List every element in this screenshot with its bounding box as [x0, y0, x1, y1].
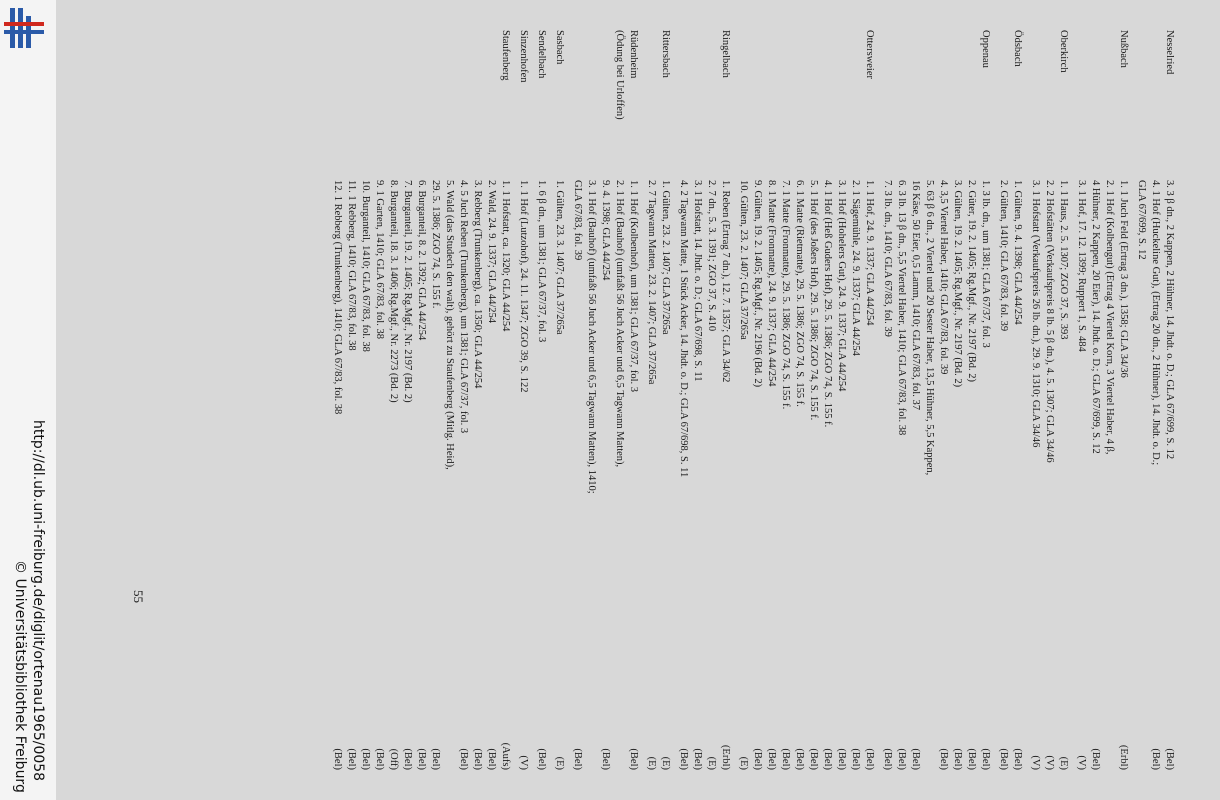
entry-text: 2. 7 Tagwann Matten, 23. 2. 1407; GLA 37/265a: [646, 180, 657, 385]
table-row: [908, 30, 922, 770]
table-row: [764, 30, 778, 770]
entry-type: (Bel): [472, 748, 483, 770]
table-row: [386, 30, 400, 770]
entry-type: (Bel): [628, 748, 639, 770]
entry-text: 12. 1 Rebberg (Trunkenberg), 1410; GLA 67/83, fol. 38: [332, 180, 343, 415]
table-row: [806, 30, 820, 770]
entry-text: 4. 5 Juch Reben (Trunkenberg), um 1381; GLA 67/37, fol. 3: [458, 180, 469, 434]
table-row: [470, 30, 484, 770]
entry-type: (Bel): [966, 748, 977, 770]
entry-type: (Bel): [836, 748, 847, 770]
copyright-text: © Universitätsbibliothek Freiburg: [12, 560, 28, 793]
entry-type: (E): [554, 756, 565, 770]
entry-text: 1. Gülten, 9. 4. 1398; GLA 44/254: [1012, 180, 1023, 325]
table-row: [676, 30, 690, 770]
place-name: Sinzenhofen: [518, 30, 529, 83]
scanned-page: [56, 0, 1220, 800]
table-row: [1010, 30, 1024, 770]
entry-text: 9. 1 Garten, 1410; GLA 67/83, fol. 38: [374, 180, 385, 339]
table-row: [792, 30, 806, 770]
table-row: [372, 30, 386, 770]
entry-type: (V): [1030, 755, 1041, 770]
table-row: [570, 30, 584, 770]
entry-type: (Bel): [998, 748, 1009, 770]
place-name: Oppenau: [980, 30, 991, 68]
entry-text: 11. 1 Rebberg, 1410; GLA 67/83, fol. 38: [346, 180, 357, 351]
table-row: [1056, 30, 1070, 770]
entry-type: (Bel): [416, 748, 427, 770]
entry-text: 3. 1 Hof, 17. 12. 1399; Ruppert 1, S. 484: [1076, 180, 1087, 352]
place-name: Nesselried: [1164, 30, 1175, 75]
entry-text: 3. 1 Hof (Bauhof) (umfaßt 56 Juch Acker und 6,5 Tagwann Matten), 1410;: [586, 180, 597, 494]
table-row: [484, 30, 498, 770]
place-name: Sasbach: [554, 30, 565, 65]
entry-text: 6. 3 lb. 13 β dn., 5,5 Viertel Haber, 1410; GLA 67/83, fol. 38: [896, 180, 907, 436]
entry-type: (Bel): [430, 748, 441, 770]
entry-type: (Bel): [794, 748, 805, 770]
entry-text: GLA 67/699, S. 12: [1136, 180, 1147, 260]
entry-text: 6. Burganteil, 8. 2. 1392; GLA 44/254: [416, 180, 427, 341]
entry-text: 7. Burganteil, 19. 2. 1405; Rg.Mgf., Nr. 2197 (Bd. 2): [402, 180, 413, 403]
place-name: Rüdenheim: [628, 30, 639, 79]
entry-text: 1. 1 Hof (Lutzohof), 24. 11. 1347; ZGO 39, S. 122: [518, 180, 529, 393]
entry-text: 10. Gülten, 23. 2. 1407; GLA 37/265a: [738, 180, 749, 340]
entry-text: 1. 1 Juch Feld (Ertrag 3 dn.), 1358; GLA 34/36: [1118, 180, 1129, 378]
page-number: 55: [131, 590, 146, 603]
entry-text: 4 Hühner, 2 Kappen, 20 Eier), 14. Jhdt. o. D.; GLA 67/699, S. 12: [1090, 180, 1101, 454]
entry-type: (Bel): [374, 748, 385, 770]
entry-type: (Bel): [536, 748, 547, 770]
table-row: [996, 30, 1010, 770]
entry-type: (Bel): [458, 748, 469, 770]
table-row: [626, 30, 640, 770]
place-name: Oberkirch: [1058, 30, 1069, 73]
table-row: [820, 30, 834, 770]
place-name: Ödsbach: [1012, 30, 1023, 67]
entry-text: 4. 1 Hof (Heß Guders Hof), 29. 5. 1386; ZGO 74, S. 155 f.: [822, 180, 833, 428]
table-row: [498, 30, 512, 770]
entry-type: (V): [1044, 755, 1055, 770]
table-row: [442, 30, 456, 770]
entry-text: 1. Gülten, 23. 3. 1407; GLA 37/265a: [554, 180, 565, 335]
table-row: [750, 30, 764, 770]
entry-text: 2. Wald, 24. 9. 1337; GLA 44/254: [486, 180, 497, 324]
table-row: [778, 30, 792, 770]
place-name: Ringelbach: [720, 30, 731, 78]
table-row: [330, 30, 344, 770]
entry-text: 1. 1 Haus, 2. 5. 1307; ZGO 37, S. 393: [1058, 180, 1069, 340]
entry-type: (Bel): [678, 748, 689, 770]
entry-type: (Aufs): [500, 742, 511, 770]
entry-text: 3. 1 Hofstatt (Verkaufspreis 26 lb. dn.), 29. 9. 1310; GLA 34/46: [1030, 180, 1041, 448]
entry-type: (Bel): [360, 748, 371, 770]
entry-type: (Bel): [402, 748, 413, 770]
entry-type: (Bel): [766, 748, 777, 770]
entry-text: 9. Gülten, 19. 2. 1405; Rg.Mgf., Nr. 2196 (Bd. 2): [752, 180, 763, 388]
table-row: [358, 30, 372, 770]
entry-text: 4. 2 Tagwann Matte, 1 Stück Acker, 14. Jhdt. o. D.; GLA 67/698, S. 11: [678, 180, 689, 478]
table-row: [516, 30, 530, 770]
university-logo-icon: [2, 6, 46, 52]
entry-text: 4. 3,5 Viertel Haber, 1410; GLA 67/83, fol. 39: [938, 180, 949, 375]
entry-text: 7. 1 Matte (Fronmatte), 29. 5. 1386; ZGO 74, S. 155 f.: [780, 180, 791, 410]
entry-text: 8. 1 Matte (Fronmatte), 24. 9. 1337; GLA 44/254: [766, 180, 777, 387]
place-name: Nußbach: [1118, 30, 1129, 68]
entry-text: 1. Gülten, 23. 2. 1407; GLA 37/265a: [660, 180, 671, 335]
table-row: [1042, 30, 1056, 770]
table-row: [736, 30, 750, 770]
place-name: Sendelbach: [536, 30, 547, 79]
table-row: [1102, 30, 1116, 770]
entry-type: (Bel): [864, 748, 875, 770]
entry-text: 1. 6 β dn., um 1381; GLA 67/37, fol. 3: [536, 180, 547, 343]
entry-text: 16 Käse, 50 Eier, 0,5 Lamm, 1410; GLA 67/83, fol. 37: [910, 180, 921, 410]
entry-text: 8. Burganteil, 18. 3. 1406; Rg.Mgf., Nr. 2273 (Bd. 2): [388, 180, 399, 403]
table-row: [598, 30, 612, 770]
source-url[interactable]: http://dl.ub.uni-freiburg.de/diglit/ortenau1965/0058: [30, 420, 46, 782]
entry-type: (Erbl): [720, 744, 731, 770]
entry-type: (Bel): [1012, 748, 1023, 770]
table-row: [428, 30, 442, 770]
table-row: [1088, 30, 1102, 770]
entry-text: 2. 7 dn., 5. 3. 1391; ZGO 37, S. 410: [706, 180, 717, 332]
entry-type: (Bel): [1150, 748, 1161, 770]
entry-text: 1. 1 Hof (Kolbenhof), um 1381; GLA 67/37, fol. 3: [628, 180, 639, 393]
entry-text: 2. 1 Hof (Bauhof) (umfaßt 56 Juch Acker und 6,5 Tagwann Matten),: [614, 180, 625, 468]
entry-text: 2. Güter, 19. 2. 1405; Rg.Mgf., Nr. 2197 (Bd. 2): [966, 180, 977, 382]
entry-text: 1. Reben (Ertrag 7 dn.), 12. 7. 1357; GLA 34/62: [720, 180, 731, 383]
entry-text: 1. 3 lb. dn., um 1381; GLA 67/37, fol. 3: [980, 180, 991, 348]
table-row: [936, 30, 950, 770]
table-row: [456, 30, 470, 770]
entry-type: (Bel): [910, 748, 921, 770]
table-row: [644, 30, 658, 770]
table-row: [1134, 30, 1148, 770]
place-name: Rittersbach: [660, 30, 671, 78]
entry-type: (Bel): [808, 748, 819, 770]
entry-text: 3. 1 Hofstatt, 14. Jhdt. o. D.; GLA 67/698, S. 11: [692, 180, 703, 382]
entry-text: 2. Gülten, 1410; GLA 67/83, fol. 39: [998, 180, 1009, 332]
entry-text: 3. Rebberg (Trunkenberg), ca. 1350; GLA 44/254: [472, 180, 483, 389]
table-row: [880, 30, 894, 770]
table-row: [1162, 30, 1176, 770]
table-row: [862, 30, 876, 770]
entry-type: (Bel): [572, 748, 583, 770]
table-row: [400, 30, 414, 770]
entry-type: (Off): [388, 748, 399, 770]
entry-type: (Bel): [486, 748, 497, 770]
place-name: (Ödung bei Urloffen): [614, 30, 625, 120]
table-row: [658, 30, 672, 770]
entry-text: 9. 4. 1398; GLA 44/254: [600, 180, 611, 281]
table-row: [894, 30, 908, 770]
table-row: [552, 30, 566, 770]
table-row: [690, 30, 704, 770]
entry-type: (V): [1076, 755, 1087, 770]
table-row: [718, 30, 732, 770]
entry-type: (Bel): [938, 748, 949, 770]
table-row: [964, 30, 978, 770]
table-row: [978, 30, 992, 770]
entry-type: (Bel): [752, 748, 763, 770]
entry-text: 3. 3 β dn., 2 Kappen, 2 Hühner, 14. Jhdt. o. D.; GLA 67/699, S. 12: [1164, 180, 1175, 460]
table-row: [922, 30, 936, 770]
entry-type: (Bel): [780, 748, 791, 770]
entry-text: 2. 1 Hof (Kolbengut) (Ertrag 4 Viertel Korn, 3 Viertel Haber, 4 β,: [1104, 180, 1115, 455]
entry-type: (Bel): [1164, 748, 1175, 770]
entry-type: (Bel): [980, 748, 991, 770]
entry-text: GLA 67/83, fol. 39: [572, 180, 583, 261]
entry-type: (E): [706, 756, 717, 770]
table-row: [344, 30, 358, 770]
entry-type: (E): [646, 756, 657, 770]
entry-type: (E): [1058, 756, 1069, 770]
entry-text: 2. 1 Sägemühle, 24. 9. 1337; GLA 44/254: [850, 180, 861, 356]
entry-text: 3. Gülten, 19. 2. 1405; Rg.Mgf., Nr. 2197 (Bd. 2): [952, 180, 963, 388]
entry-type: (Bel): [1090, 748, 1101, 770]
entry-text: 1. 1 Hof, 24. 9. 1337; GLA 44/254: [864, 180, 875, 326]
entry-type: (Bel): [822, 748, 833, 770]
table-row: [704, 30, 718, 770]
table-row: [848, 30, 862, 770]
entry-type: (V): [518, 755, 529, 770]
entry-text: 7. 3 lb. dn., 1410; GLA 67/83, fol. 39: [882, 180, 893, 337]
entry-type: (E): [660, 756, 671, 770]
entry-type: (Bel): [896, 748, 907, 770]
entry-type: (Bel): [882, 748, 893, 770]
entry-type: (Bel): [600, 748, 611, 770]
table-row: [834, 30, 848, 770]
entry-type: (Bel): [850, 748, 861, 770]
table-row: [584, 30, 598, 770]
table-row: [612, 30, 626, 770]
entry-type: (Bel): [952, 748, 963, 770]
entry-text: 10. Burganteil, 1410; GLA 67/83, fol. 38: [360, 180, 371, 352]
table-row: [534, 30, 548, 770]
table-row: [950, 30, 964, 770]
sidebar-credits: [14, 420, 50, 800]
table-row: [414, 30, 428, 770]
sidebar: [0, 0, 56, 800]
place-name: Ottersweier: [864, 30, 875, 79]
entry-text: 5. 63 β 6 dn., 2 Viertel und 20 Sester Haber, 13,5 Hühner, 5,5 Kappen,: [924, 180, 935, 476]
entry-type: (Bel): [332, 748, 343, 770]
entry-type: (E): [738, 756, 749, 770]
entry-text: 5. 1 Hof (des Joßers Hof), 29. 5. 1386; ZGO 74, S. 155 f.: [808, 180, 819, 421]
entry-type: (Erbl): [1118, 744, 1129, 770]
table-row: [1028, 30, 1042, 770]
entry-text: 6. 1 Matte (Rietmatte), 29. 5. 1386; ZGO 74, S. 155 f.: [794, 180, 805, 407]
table-row: [1116, 30, 1130, 770]
table-row: [1074, 30, 1088, 770]
page-content: [86, 30, 1176, 770]
entry-text: 4. 1 Hof (Huckeline Gut), (Ertrag 20 dn., 2 Hühner), 14. Jhdt. o. D.;: [1150, 180, 1161, 466]
entry-text: 3. 1 Hof (Hohelers Gut), 24. 9. 1337; GLA 44/254: [836, 180, 847, 392]
entry-text: 29. 5. 1386; ZGO 74, S. 155 f.: [430, 180, 441, 309]
place-name: Staufenberg: [500, 30, 511, 81]
table-row: [1148, 30, 1162, 770]
entry-text: 2. 2 Hofstätten (Verkaufspreis 8 lb. 5 β dn.), 4. 5. 1307; GLA 34/46: [1044, 180, 1055, 463]
entry-type: (Bel): [346, 748, 357, 770]
entry-text: 5. Wald (das Studech den walt), gehört zu Staufenberg (Mitlg. Heid),: [444, 180, 455, 470]
entry-text: 1. 1 Hofstatt, ca. 1320; GLA 44/254: [500, 180, 511, 332]
entry-type: (Bel): [692, 748, 703, 770]
